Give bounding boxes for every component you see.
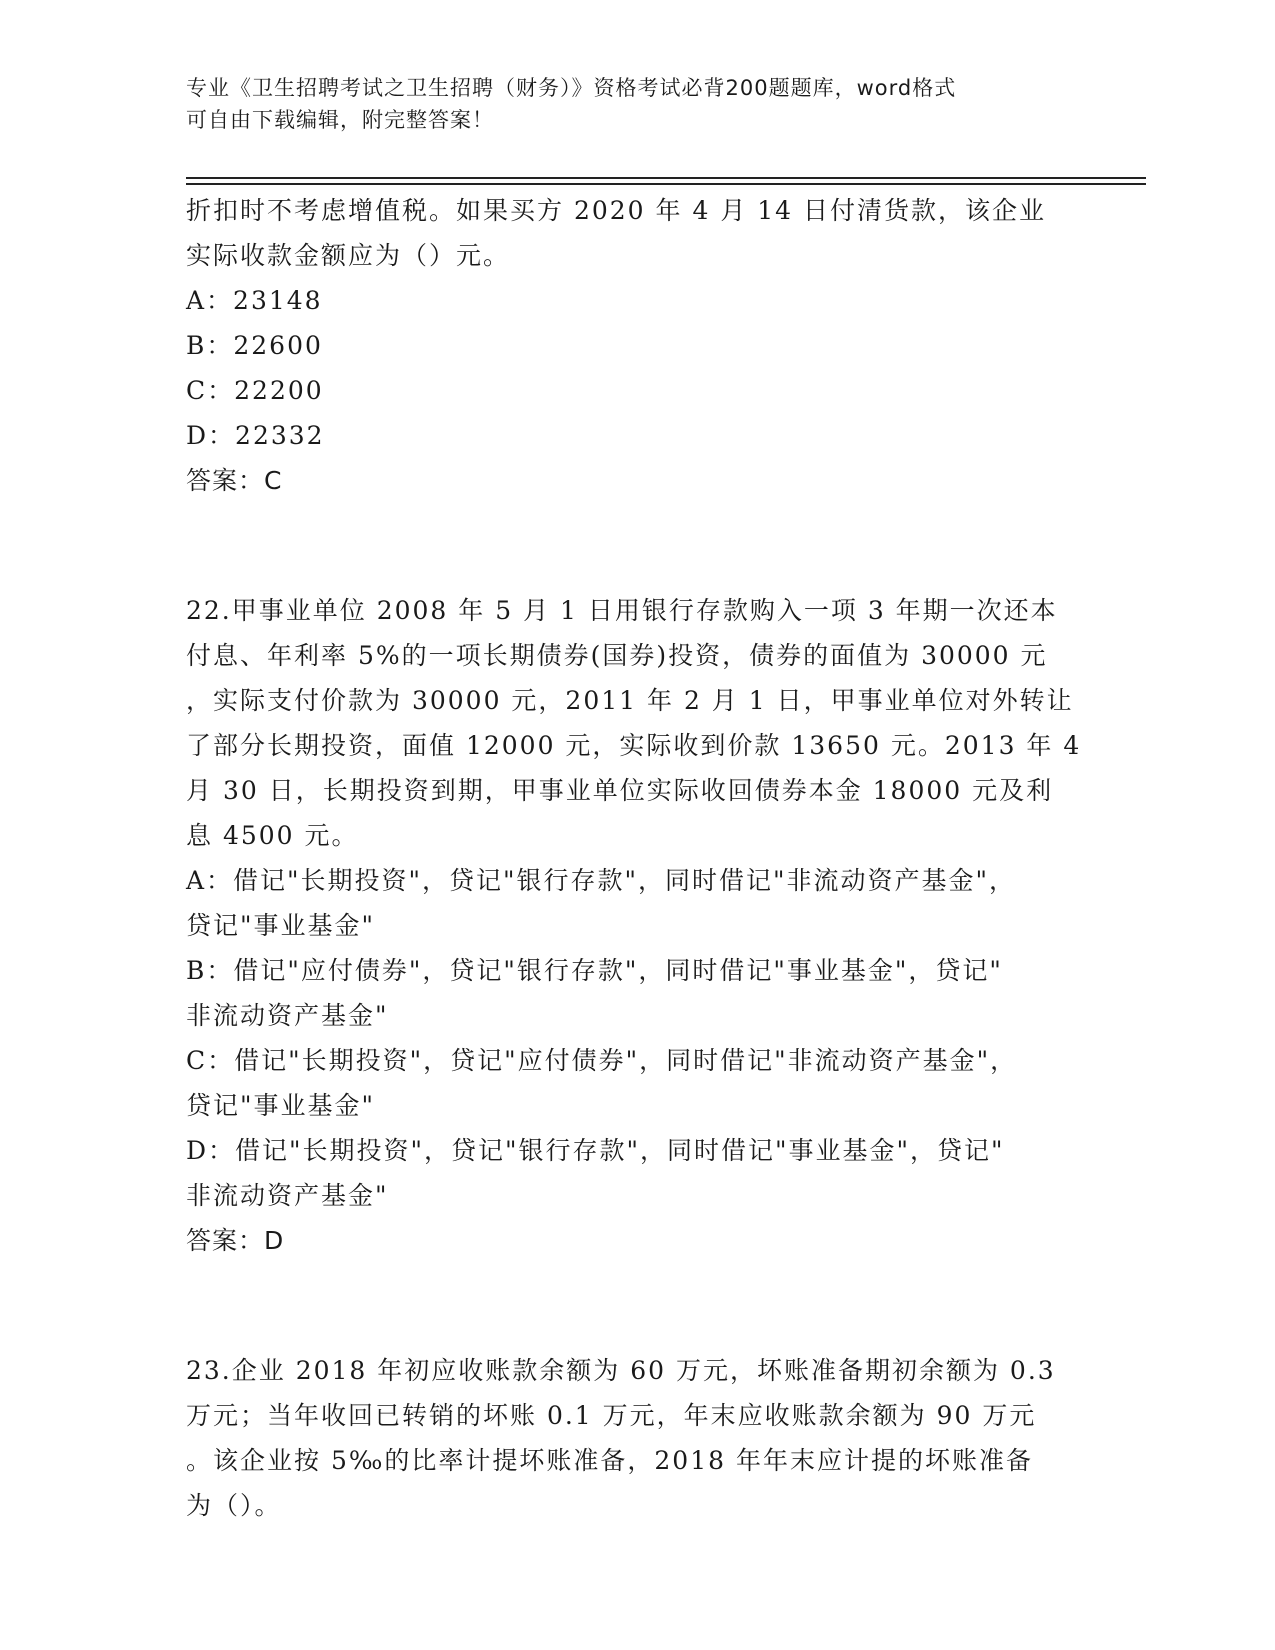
option-b: B：借记"应付债券"，贷记"银行存款"，同时借记"事业基金"，贷记" (186, 956, 1003, 985)
option-d: D：借记"长期投资"，贷记"银行存款"，同时借记"事业基金"，贷记" (186, 1136, 1005, 1165)
question-text-line: 付息、年利率 5%的一项长期债券(国券)投资，债券的面值为 30000 元 (186, 641, 1048, 670)
question-text-line: 了部分长期投资，面值 12000 元，实际收到价款 13650 元。2013 年 4 (186, 731, 1082, 760)
option-c: C：22200 (186, 376, 324, 405)
option-a-continued: 贷记"事业基金" (186, 911, 375, 940)
option-a: A：借记"长期投资"，贷记"银行存款"，同时借记"非流动资产基金"， (186, 866, 1017, 895)
question-text-line: 23.企业 2018 年初应收账款余额为 60 万元，坏账准备期初余额为 0.3 (186, 1356, 1056, 1385)
option-d: D：22332 (186, 421, 325, 450)
option-b-continued: 非流动资产基金" (186, 1001, 389, 1030)
option-c-continued: 贷记"事业基金" (186, 1091, 375, 1120)
question-text-line: 实际收款金额应为（）元。 (186, 241, 511, 270)
option-a: A：23148 (186, 286, 323, 315)
document-header (186, 72, 1086, 136)
header-line-1: 专业《卫生招聘考试之卫生招聘（财务）》资格考试必背200题题库，word格式 (186, 76, 957, 100)
option-b: B：22600 (186, 331, 323, 360)
question-text-line: 22.甲事业单位 2008 年 5 月 1 日用银行存款购入一项 3 年期一次还本 (186, 596, 1058, 625)
spacer (186, 1263, 1086, 1348)
question-22 (186, 588, 1086, 1263)
option-c: C：借记"长期投资"，贷记"应付债券"，同时借记"非流动资产基金"， (186, 1046, 1018, 1075)
question-text-line: 万元；当年收回已转销的坏账 0.1 万元，年末应收账款余额为 90 万元 (186, 1401, 1037, 1430)
document-body (186, 188, 1086, 1528)
question-text-line: 月 30 日，长期投资到期，甲事业单位实际收回债券本金 18000 元及利 (186, 776, 1054, 805)
answer: 答案：C (186, 466, 283, 495)
question-text-line: 折扣时不考虑增值税。如果买方 2020 年 4 月 14 日付清货款，该企业 (186, 196, 1047, 225)
header-divider-bottom (186, 183, 1146, 185)
question-text-line: 。该企业按 5‰的比率计提坏账准备，2018 年年末应计提的坏账准备 (186, 1446, 1033, 1475)
header-divider-top (186, 177, 1146, 179)
question-23 (186, 1348, 1086, 1528)
spacer (186, 503, 1086, 588)
header-line-2: 可自由下载编辑，附完整答案！ (186, 108, 494, 132)
option-d-continued: 非流动资产基金" (186, 1181, 389, 1210)
question-text-line: 息 4500 元。 (186, 821, 359, 850)
question-text-line: ，实际支付价款为 30000 元，2011 年 2 月 1 日，甲事业单位对外转让 (186, 686, 1074, 715)
question-text-line: 为（）。 (186, 1491, 282, 1520)
question-21 (186, 188, 1086, 503)
answer: 答案：D (186, 1226, 285, 1255)
